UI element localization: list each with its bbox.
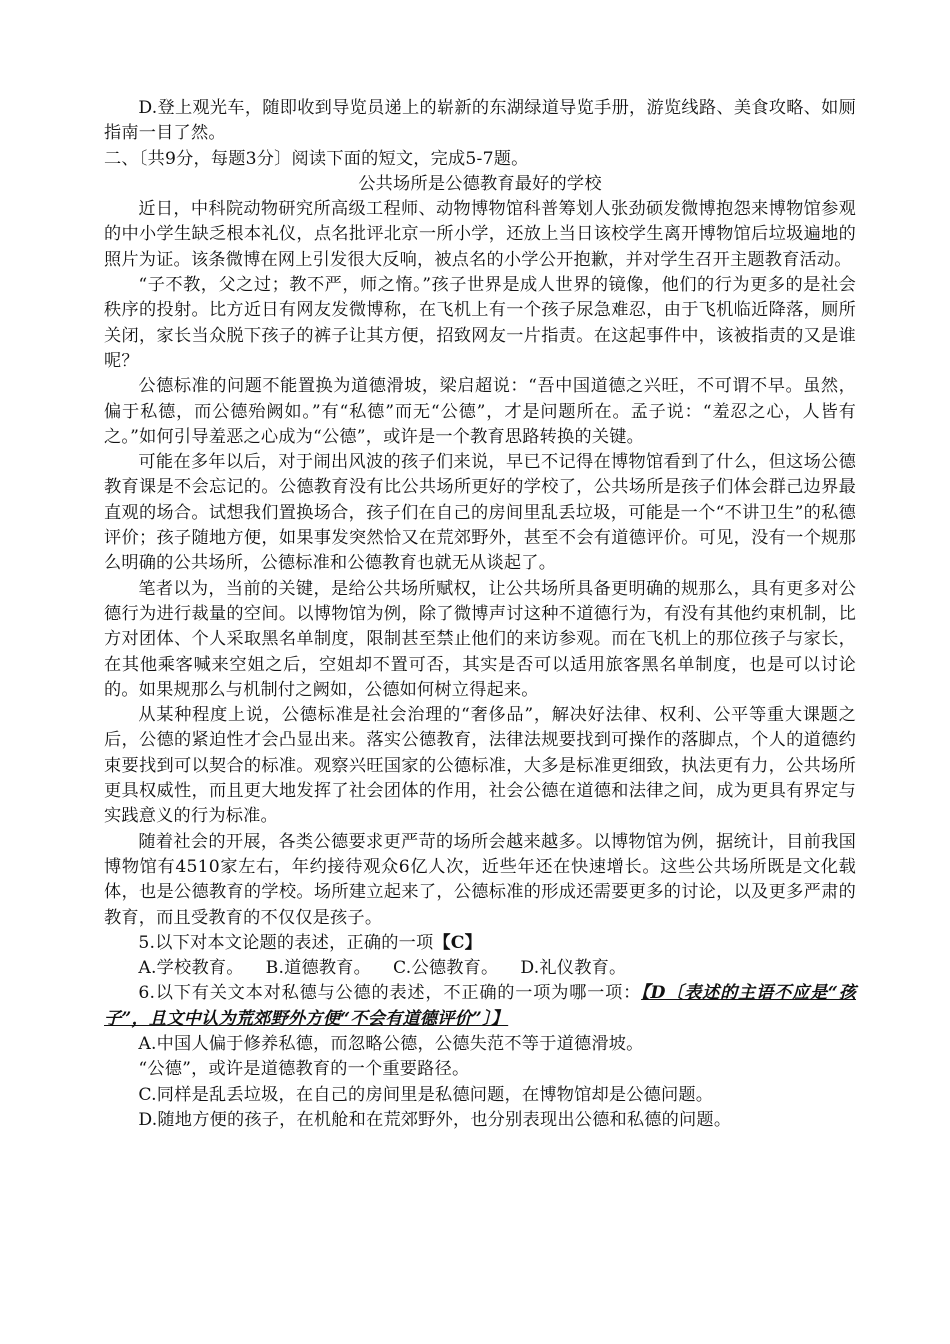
- article-paragraph: “子不教，父之过；教不严，师之惰。”孩子世界是成人世界的镜像，他们的行为更多的是社会秩序的投射。比方近日有网友发微博称，在飞机上有一个孩子尿急难忍，由于飞机临近降落，厕所关闭，家长当众脱下孩子的裤子让其方便，招致网友一片指责。在这起事件中，该被指责的又是谁呢？: [104, 275, 856, 371]
- question-6: [104, 981, 856, 1032]
- prev-question-option-d: D.登上观光车，随即收到导览员递上的崭新的东湖绿道导览手册，游览线路、美食攻略、如厕指南一目了然。: [104, 98, 856, 144]
- question-6-answer: 【D〔表述的主语不应是“孩子”，且文中认为荒郊野外方便“不会有道德评价”〕】: [104, 983, 856, 1029]
- q6-option-c: C.同样是乱丢垃圾，在自己的房间里是私德问题，在博物馆却是公德问题。: [138, 1084, 714, 1105]
- question-5: [104, 931, 856, 956]
- section-two-heading: 二、〔共9分，每题3分〕阅读下面的短文，完成5-7题。: [104, 148, 529, 169]
- article-paragraph: 笔者以为，当前的关键，是给公共场所赋权，让公共场所具备更明确的规那么，具有更多对公德行为进行裁量的空间。以博物馆为例，除了微博声讨这种不道德行为，有没有其他约束机制，比方对团体、个人采取黑名单制度，限制甚至禁止他们的来访参观。而在飞机上的那位孩子与家长，在其他乘客喊来空姐之后，空姐却不置可否，其实是否可以适用旅客黑名单制度，也是可以讨论的。如果规那么与机制付之阙如，公德如何树立得起来。: [104, 578, 856, 700]
- q5-option-c: C.公德教育。: [393, 958, 499, 979]
- article-paragraph: 近日，中科院动物研究所高级工程师、动物博物馆科普筹划人张劲硕发微博抱怨来博物馆参观的中小学生缺乏根本礼仪，点名批评北京一所小学，还放上当日该校学生离开博物馆后垃圾遍地的照片为证。该条微博在网上引发很大反响，被点名的小学公开抱歉，并对学生召开主题教育活动。: [104, 199, 856, 270]
- q6-option-a: A.中国人偏于修养私德，而忽略公德，公德失范不等于道德滑坡。: [138, 1033, 644, 1054]
- article-paragraph: 可能在多年以后，对于闹出风波的孩子们来说，早已不记得在博物馆看到了什么，但这场公德教育课是不会忘记的。公德教育没有比公共场所更好的学校了，公共场所是孩子们体会群己边界最直观的场合。试想我们置换场合，孩子们在自己的房间里乱丢垃圾，可能是一个“不讲卫生”的私德评价；孩子随地方便，如果事发突然恰又在荒郊野外，甚至不会有道德评价。可见，没有一个规那么明确的公共场所，公德标准和公德教育也就无从谈起了。: [104, 452, 856, 574]
- question-5-stem: 5.以下对本文论题的表述，正确的一项: [138, 932, 434, 953]
- q5-option-a: A.学校教育。: [138, 958, 244, 979]
- article-paragraph: 公德标准的问题不能置换为道德滑坡，梁启超说：“吾中国道德之兴旺，不可谓不早。虽然，偏于私德，而公德殆阙如。”有“私德”而无“公德”，才是问题所在。孟子说：“羞忍之心，人皆有之。”如何引导羞恶之心成为“公德”，或许是一个教育思路转换的关键。: [104, 376, 856, 447]
- q5-option-d: D.礼仪教育。: [520, 958, 627, 979]
- article-title: 公共场所是公德教育最好的学校: [358, 173, 602, 194]
- question-5-answer: 【C】: [433, 932, 483, 953]
- q6-option-d: D.随地方便的孩子，在机舱和在荒郊野外，也分别表现出公德和私德的问题。: [138, 1109, 732, 1130]
- question-6-stem: 6.以下有关文本对私德与公德的表述，不正确的一项为哪一项：: [138, 983, 642, 1004]
- q6-option-b-fragment: “公德”，或许是道德教育的一个重要路径。: [138, 1059, 470, 1080]
- article-paragraph: 随着社会的开展，各类公德要求更严苛的场所会越来越多。以博物馆为例，据统计，目前我国博物馆有4510家左右，年约接待观众6亿人次，近些年还在快速增长。这些公共场所既是文化载体，也是公德教育的学校。场所建立起来了，公德标准的形成还需要更多的讨论，以及更多严肃的教育，而且受教育的不仅仅是孩子。: [104, 831, 856, 928]
- article-paragraph: 从某种程度上说，公德标准是社会治理的“奢侈品”，解决好法律、权利、公平等重大课题之后，公德的紧迫性才会凸显出来。落实公德教育，法律法规要找到可操作的落脚点，个人的道德约束要找到可以契合的标准。观察兴旺国家的公德标准，大多是标准更细致，执法更有力，公共场所更具权威性，而且更大地发挥了社会团体的作用，社会公德在道德和法律之间，成为更具有界定与实践意义的行为标准。: [104, 705, 856, 827]
- document-page: [104, 96, 856, 1133]
- q5-option-b: B.道德教育。: [265, 958, 372, 979]
- question-5-options: [104, 956, 856, 981]
